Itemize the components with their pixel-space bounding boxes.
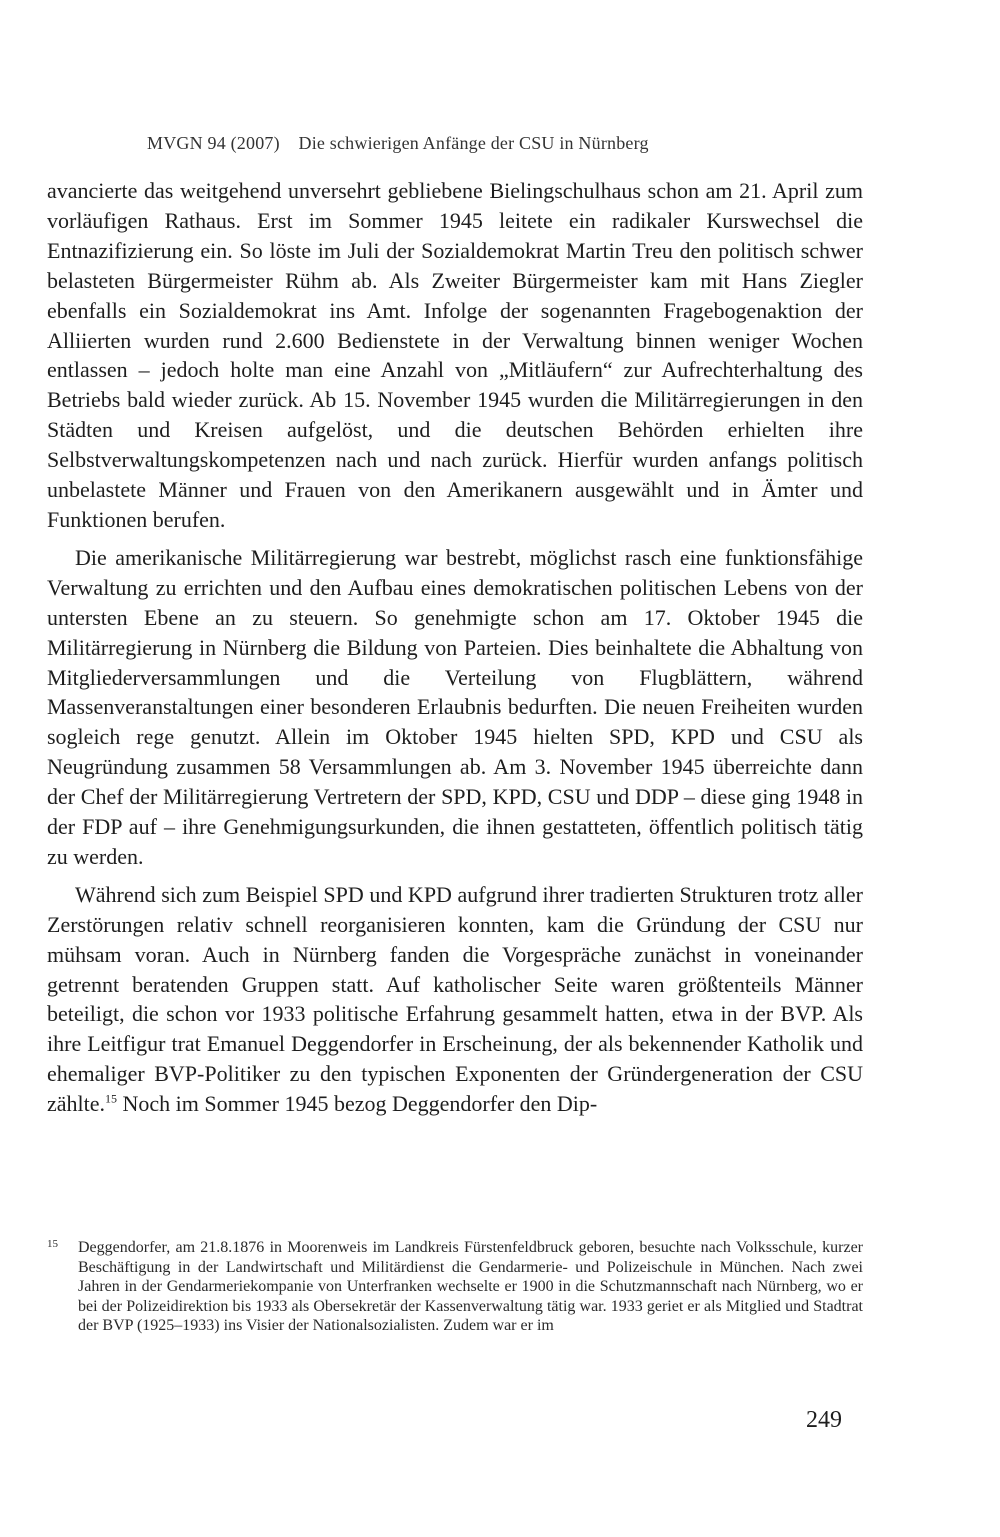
footnote-15 <box>47 1238 863 1336</box>
body-text <box>47 176 863 1119</box>
paragraph-2: Die amerikanische Militärregierung war bestrebt, möglichst rasch eine funktionsfähige Verwaltung zu errichten und den Aufbau eines demokratischen politischen Lebens von der untersten Ebene an zu steuern. So genehmigte schon am 17. Oktober 1945 die Militärregierung in Nürnberg die Bildung von Parteien. Dies beinhaltete die Abhaltung von Mitgliederversammlungen und die Verteilung von Flugblättern, während Massenveranstaltungen einer besonderen Erlaubnis bedurften. Die neuen Freiheiten wurden sogleich rege genutzt. Allein im Oktober 1945 hielten SPD, KPD und CSU als Neugründung zusammen 58 Versammlungen ab. Am 3. November 1945 überreichte dann der Chef der Militärregierung Vertretern der SPD, KPD, CSU und DDP – diese ging 1948 in der FDP auf – ihre Genehmigungsurkunden, die ihnen gestatteten, öffentlich politisch tätig zu werden. <box>47 544 863 869</box>
journal-reference: MVGN 94 (2007) <box>147 133 280 153</box>
page-number: 249 <box>806 1407 842 1433</box>
chapter-title: Die schwierigen Anfänge der CSU in Nürnberg <box>298 133 649 153</box>
paragraph-3 <box>47 880 863 1119</box>
paragraph-1: avancierte das weitgehend unversehrt gebliebene Bielingschulhaus schon am 21. April zum vorläufigen Rathaus. Erst im Sommer 1945 leitete ein radikaler Kurswechsel die Entnazifizierung ein. So löste im Juli der Sozialdemokrat Martin Treu den politisch schwer belasteten Bürgermeister Rühm ab. Als Zweiter Bürgermeister kam mit Hans Ziegler ebenfalls ein Sozialdemokrat ins Amt. Infolge der sogenannten Fragebogenaktion der Alliierten wurden rund 2.600 Bedienstete in der Verwaltung binnen weniger Wochen entlassen – jedoch holte man eine Anzahl von „Mitläufern“ zur Aufrechterhaltung des Betriebs bald wieder zurück. Ab 15. November 1945 wurden die Militärregierungen in den Städten und Kreisen aufgelöst, und die deutschen Behörden erhielten ihre Selbstverwaltungskompetenzen nach und nach zurück. Hierfür wurden anfangs politisch unbelastete Männer und Frauen von den Amerikanern ausgewählt und in Ämter und Funktionen berufen. <box>47 178 863 532</box>
paragraph-3-continuation: Noch im Sommer 1945 bezog Deggendorfer den Dip- <box>117 1091 598 1117</box>
footnotes <box>47 1238 863 1336</box>
footnote-text: Deggendorfer, am 21.8.1876 in Moorenweis im Landkreis Fürstenfeldbruck geboren, besuchte nach Volksschule, kurzer Beschäftigung in der Landwirtschaft und Militärdienst die Gendarmerie- und Polizeischule in München. Nach zwei Jahren in der Gendarmeriekompanie von Unterfranken wechselte er 1900 in die Schutzmannschaft nach Nürnberg, wo er bei der Polizeidirektion bis 1933 als Obersekretär der Kassenverwaltung tätig war. 1933 geriet er als Mitglied und Stadtrat der BVP (1925–1933) ins Visier der Nationalsozialisten. Zudem war er im <box>78 1239 863 1335</box>
footnote-number: 15 <box>47 1238 58 1250</box>
footnote-reference[interactable]: 15 <box>105 1091 118 1106</box>
paragraph-3-text: Während sich zum Beispiel SPD und KPD aufgrund ihrer tradierten Strukturen trotz aller Zerstörungen relativ schnell reorganisieren konnten, kam die Gründung der CSU nur mühsam voran. Auch in Nürnberg fanden die Vorgespräche zunächst in voneinander getrennt beratenden Gruppen statt. Auf katholischer Seite waren größtenteils Männer beteiligt, die schon vor 1933 politische Erfahrung gesammelt hatten, etwa in der BVP. Als ihre Leitfigur trat Emanuel Deggendorfer in Erscheinung, der als bekennender Katholik und ehemaliger BVP-Politiker zu den typischen Exponenten der Gründergeneration der CSU zählte. <box>47 881 863 1117</box>
running-head <box>147 133 767 154</box>
